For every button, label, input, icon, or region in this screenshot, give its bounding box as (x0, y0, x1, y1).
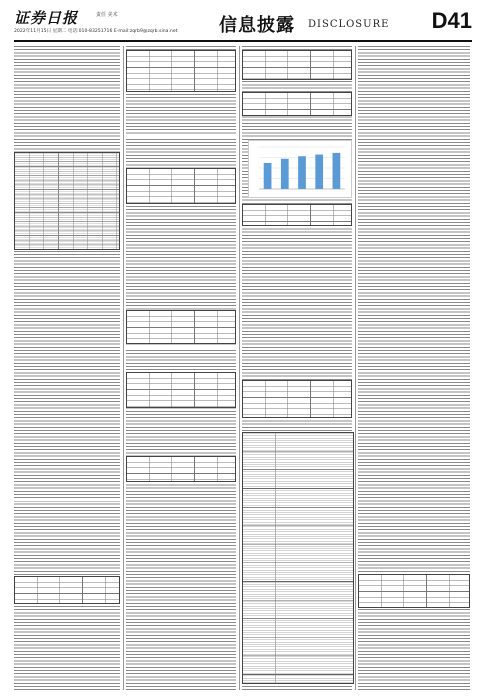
section-title-english: DISCLOSURE (308, 19, 390, 30)
data-table-9 (242, 92, 352, 116)
masthead-rule (14, 40, 472, 42)
editor-credit: 责任 美术 (96, 12, 118, 18)
data-table-1 (14, 152, 120, 250)
data-table-10 (242, 204, 352, 226)
disclosure-table (242, 432, 354, 684)
chart-bar (281, 159, 289, 189)
section-title: 信息披露 (219, 15, 295, 36)
chart-bar (315, 155, 323, 189)
page-number: D41 (431, 8, 472, 33)
chart-bar (333, 153, 341, 189)
column-divider (355, 46, 356, 690)
newspaper-logo: 证券日报 (14, 9, 79, 27)
data-table-12 (358, 574, 470, 608)
column-divider (239, 46, 240, 690)
data-table-11 (242, 380, 352, 418)
data-table-6 (126, 372, 236, 408)
data-table-3 (126, 50, 236, 92)
data-table-2 (14, 576, 120, 604)
bar-chart-plot (249, 141, 351, 197)
dateline: 2022年11月15日 星期二 电话:010-83251716 E-mail:zqrb9@zqrb.sina.net (14, 29, 178, 34)
masthead (14, 6, 472, 36)
data-table-4 (126, 168, 236, 204)
column-divider (123, 46, 124, 690)
bar-chart (248, 140, 352, 198)
data-table-7 (126, 456, 236, 482)
chart-bar (298, 156, 306, 189)
data-table-8 (242, 50, 352, 80)
chart-bar (264, 163, 272, 189)
data-table-5 (126, 310, 236, 344)
text-column-2 (126, 46, 236, 690)
